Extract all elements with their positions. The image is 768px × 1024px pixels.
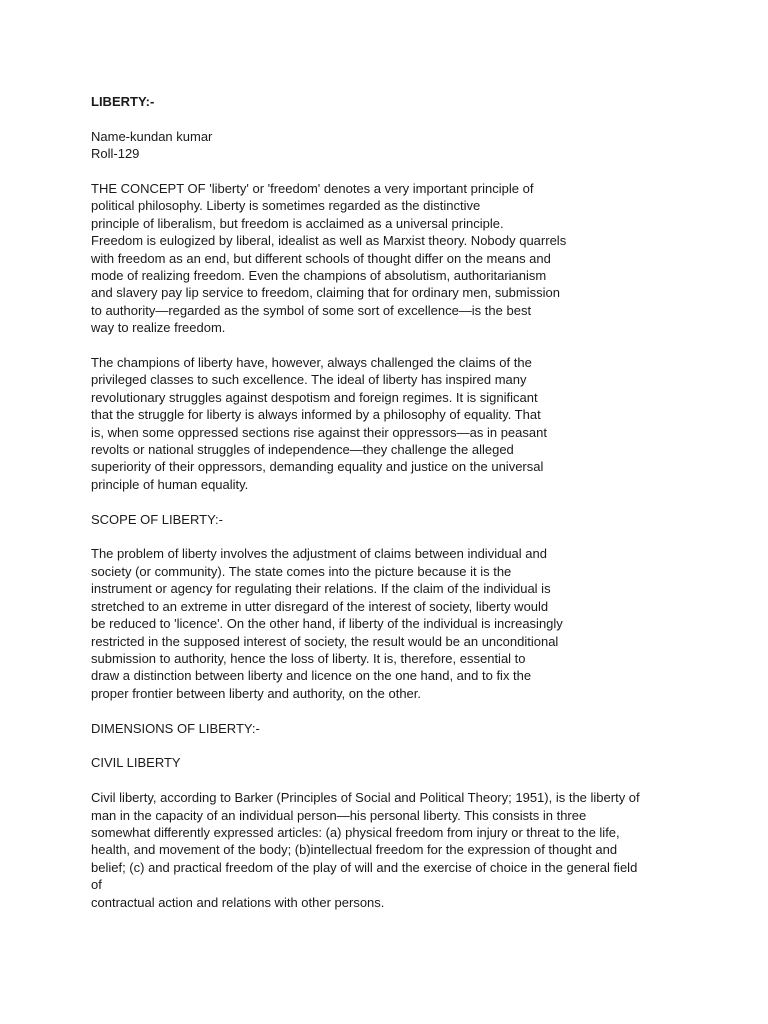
text-line: is, when some oppressed sections rise against their oppressors—as in peasant <box>91 424 547 440</box>
roll-line: Roll-129 <box>91 146 140 162</box>
section-heading-civil-liberty: CIVIL LIBERTY <box>91 755 181 771</box>
paragraph-scope <box>91 545 691 702</box>
text-line: way to realize freedom. <box>91 320 226 336</box>
author-line: Name-kundan kumar <box>91 128 213 144</box>
document-title: LIBERTY:- <box>91 94 155 109</box>
text-line: stretched to an extreme in utter disregard of the interest of society, liberty would <box>91 598 549 614</box>
document-body <box>91 93 691 911</box>
text-line: Civil liberty, according to Barker (Principles of Social and Political Theory; 1951), is the liberty of <box>91 790 640 806</box>
section-heading-dimensions: DIMENSIONS OF LIBERTY:- <box>91 720 260 736</box>
text-line: principle of human equality. <box>91 476 249 492</box>
text-line: privileged classes to such excellence. The ideal of liberty has inspired many <box>91 372 527 388</box>
text-line: submission to authority, hence the loss of liberty. It is, therefore, essential to <box>91 650 526 666</box>
paragraph-concept <box>91 180 691 337</box>
text-line: draw a distinction between liberty and licence on the one hand, and to fix the <box>91 668 532 684</box>
text-line: The champions of liberty have, however, always challenged the claims of the <box>91 355 532 371</box>
text-line: be reduced to 'licence'. On the other hand, if liberty of the individual is increasingly <box>91 616 563 632</box>
text-line: revolutionary struggles against despotism and foreign regimes. It is significant <box>91 389 538 405</box>
text-line: instrument or agency for regulating their relations. If the claim of the individual is <box>91 581 551 597</box>
text-line: political philosophy. Liberty is sometimes regarded as the distinctive <box>91 198 481 214</box>
text-line: principle of liberalism, but freedom is acclaimed as a universal principle. <box>91 215 504 231</box>
text-line: revolts or national struggles of independence—they challenge the alleged <box>91 442 514 458</box>
text-line: THE CONCEPT OF 'liberty' or 'freedom' denotes a very important principle of <box>91 181 534 196</box>
text-line: with freedom as an end, but different schools of thought differ on the means and <box>91 250 551 266</box>
text-line: man in the capacity of an individual person—his personal liberty. This consists in three <box>91 807 587 823</box>
text-line: somewhat differently expressed articles: (a) physical freedom from injury or threat to the life, <box>91 824 620 840</box>
text-line: and slavery pay lip service to freedom, claiming that for ordinary men, submission <box>91 285 560 301</box>
text-line: Freedom is eulogized by liberal, idealist as well as Marxist theory. Nobody quarrels <box>91 233 567 249</box>
text-line: restricted in the supposed interest of society, the result would be an unconditional <box>91 633 559 649</box>
text-line: of <box>91 877 102 893</box>
text-line: that the struggle for liberty is always informed by a philosophy of equality. That <box>91 407 541 423</box>
text-line: proper frontier between liberty and authority, on the other. <box>91 685 422 701</box>
section-heading-scope: SCOPE OF LIBERTY:- <box>91 511 223 527</box>
text-line: The problem of liberty involves the adjustment of claims between individual and <box>91 546 547 562</box>
text-line: mode of realizing freedom. Even the champions of absolutism, authoritarianism <box>91 268 547 284</box>
text-line: contractual action and relations with other persons. <box>91 894 385 910</box>
paragraph-champions <box>91 354 691 493</box>
text-line: health, and movement of the body; (b)intellectual freedom for the expression of thought and <box>91 842 618 858</box>
text-line: to authority—regarded as the symbol of some sort of excellence—is the best <box>91 302 532 318</box>
text-line: superiority of their oppressors, demanding equality and justice on the universal <box>91 459 544 475</box>
paragraph-civil-liberty <box>91 789 691 911</box>
text-line: society (or community). The state comes into the picture because it is the <box>91 563 512 579</box>
text-line: belief; (c) and practical freedom of the play of will and the exercise of choice in the general field <box>91 859 638 875</box>
